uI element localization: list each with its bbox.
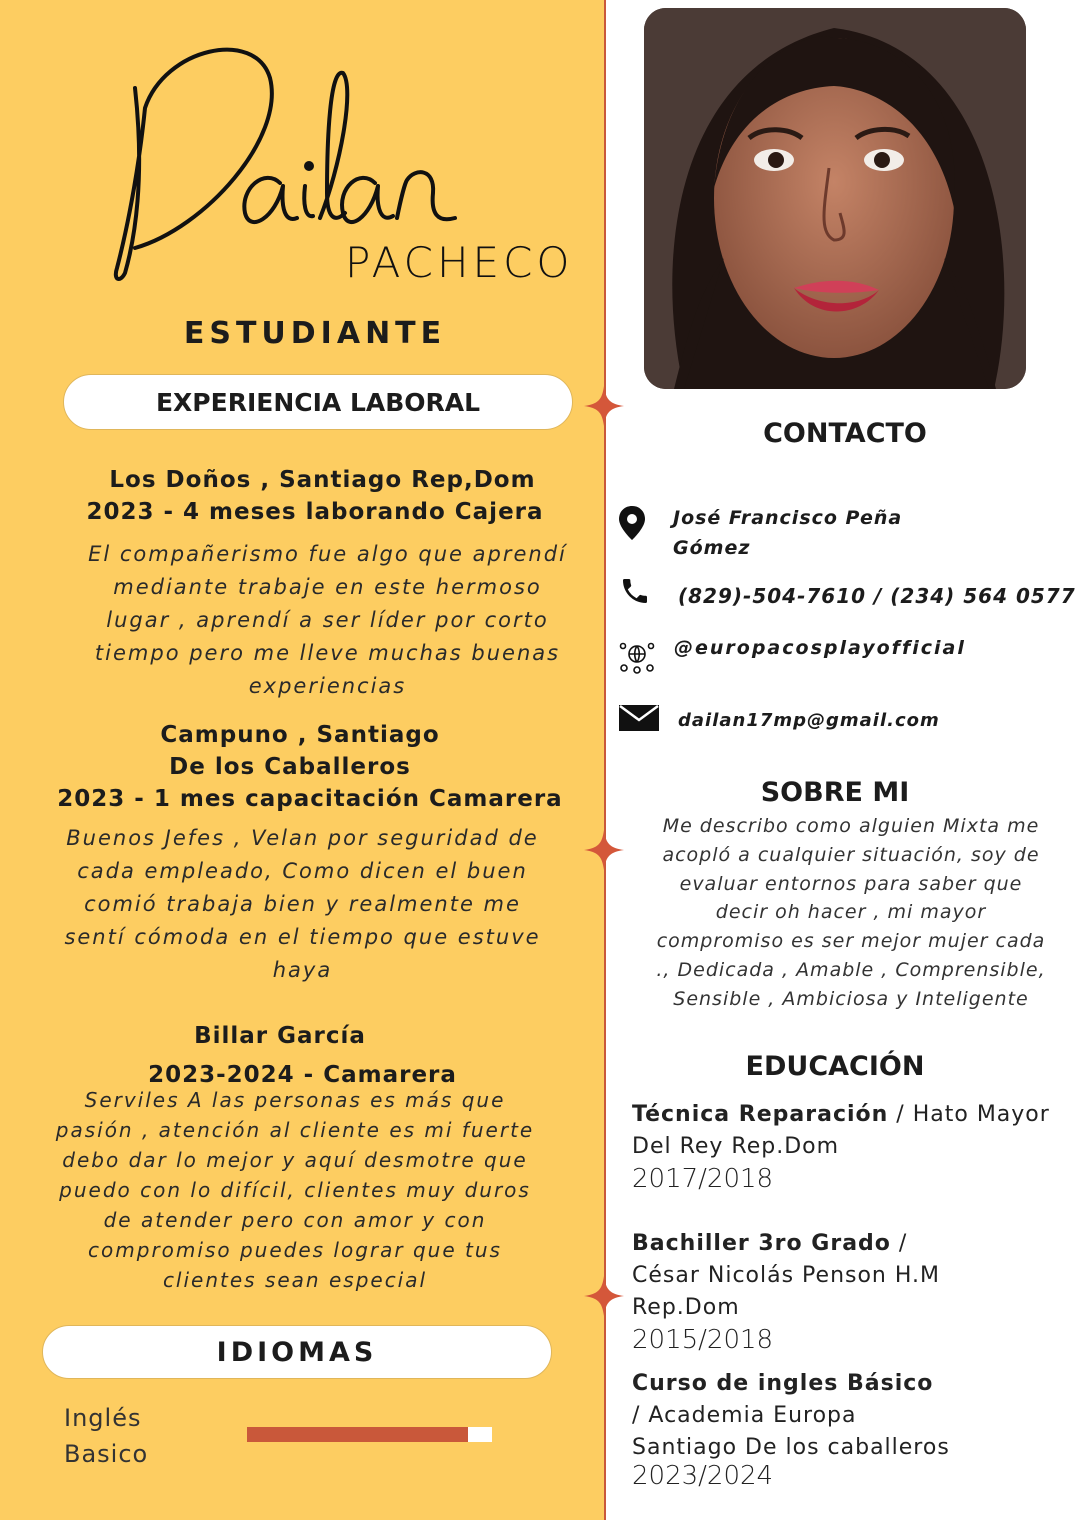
job-1-desc-line: lugar , aprendí a ser líder por corto — [106, 608, 549, 632]
experience-heading-label: EXPERIENCIA LABORAL — [155, 387, 481, 417]
job-3-title-line: Billar García — [194, 1023, 366, 1049]
languages-heading — [42, 1325, 552, 1379]
job-3-desc-line: Serviles A las personas es más que — [84, 1088, 506, 1112]
education-degree: Bachiller 3ro Grado — [632, 1231, 891, 1256]
about-line: decir oh hacer , mi mayor — [715, 901, 987, 924]
language-proficiency-fill — [247, 1427, 468, 1442]
education-years: 2023/2024 — [632, 1461, 774, 1491]
contact-phone: (829)-504-7610 / (234) 564 0577 — [678, 584, 1076, 608]
contact-heading: CONTACTO — [763, 418, 927, 449]
star-sparkle-icon — [584, 830, 624, 870]
job-1-desc-line: El compañerismo fue algo que aprendí — [88, 542, 567, 566]
about-heading: SOBRE MI — [760, 777, 910, 808]
education-degree: Técnica Reparación — [632, 1102, 889, 1127]
job-1-title — [40, 464, 605, 528]
star-sparkle-icon — [584, 1276, 624, 1316]
experience-heading — [63, 374, 573, 430]
job-2-title — [30, 719, 600, 815]
star-sparkle-icon — [584, 386, 624, 426]
location-pin-icon — [619, 506, 645, 540]
education-detail: / Academia Europa — [632, 1403, 857, 1428]
about-line: Sensible , Ambiciosa y Inteligente — [673, 987, 1029, 1010]
profile-photo — [644, 8, 1026, 389]
education-years: 2015/2018 — [632, 1325, 774, 1355]
education-detail: Santiago De los caballeros — [632, 1435, 950, 1460]
education-detail: / — [890, 1231, 908, 1256]
languages-heading-label: IDIOMAS — [216, 1336, 378, 1368]
education-degree: Curso de ingles Básico — [632, 1371, 934, 1396]
job-2-desc-line: cada empleado, Como dicen el buen — [77, 859, 528, 883]
job-2-subtitle-line: 2023 - 1 mes capacitación Camarera — [57, 786, 563, 812]
job-2-desc-line: sentí cómoda en el tiempo que estuve — [64, 925, 541, 949]
education-heading: EDUCACIÓN — [745, 1051, 925, 1082]
language-level: Basico — [64, 1440, 149, 1468]
about-line: evaluar entornos para saber que — [679, 872, 1023, 895]
about-line: acopló a cualquier situación, soy de — [662, 843, 1040, 866]
job-1-desc-line: experiencias — [248, 674, 407, 698]
education-detail: Rep.Dom — [632, 1295, 740, 1320]
education-years: 2017/2018 — [632, 1164, 774, 1194]
language-name: Inglés — [64, 1404, 142, 1432]
job-1-subtitle-line: 2023 - 4 meses laborando Cajera — [86, 499, 544, 525]
job-1-title-line: Los Doños , Santiago Rep,Dom — [109, 467, 536, 493]
address-line: Gómez — [673, 537, 751, 559]
job-3-subtitle-line: 2023-2024 - Camarera — [148, 1062, 457, 1088]
job-2-description — [30, 822, 575, 987]
job-2-desc-line: haya — [272, 958, 333, 982]
education-item — [632, 1228, 1077, 1356]
education-detail: / Hato Mayor — [888, 1102, 1050, 1127]
job-3-desc-line: compromiso puedes lograr que tus — [88, 1238, 502, 1262]
job-3-desc-line: puedo con lo difícil, clientes muy duros — [59, 1178, 531, 1202]
job-3-title — [0, 1020, 560, 1091]
job-2-desc-line: Buenos Jefes , Velan por seguridad de — [66, 826, 539, 850]
about-text — [628, 812, 1074, 1014]
job-2-title-line: Campuno , Santiago — [160, 722, 440, 748]
address-line: José Francisco Peña — [673, 507, 903, 529]
job-1-desc-line: tiempo pero me lleve muchas buenas — [94, 641, 561, 665]
role-title: ESTUDIANTE — [183, 316, 447, 351]
job-1-desc-line: mediante trabaje en este hermoso — [113, 575, 542, 599]
language-item — [64, 1400, 148, 1472]
contact-address — [673, 503, 902, 563]
education-detail: Del Rey Rep.Dom — [632, 1134, 840, 1159]
language-proficiency-bar — [247, 1427, 492, 1442]
job-3-desc-line: clientes sean especial — [162, 1268, 428, 1292]
contact-email: dailan17mp@gmail.com — [678, 710, 940, 731]
portrait-illustration — [644, 8, 1026, 389]
job-3-desc-line: de atender pero con amor y con — [103, 1208, 487, 1232]
job-1-description — [40, 538, 615, 703]
job-3-description — [20, 1085, 570, 1295]
mail-icon — [619, 705, 659, 731]
education-item — [632, 1368, 1077, 1492]
job-3-desc-line: debo dar lo mejor y aquí desmotre que — [62, 1148, 528, 1172]
education-item — [632, 1099, 1077, 1195]
last-name: PACHECO — [345, 238, 574, 287]
job-3-desc-line: pasión , atención al cliente es mi fuerte — [55, 1118, 535, 1142]
job-2-title-line: De los Caballeros — [169, 754, 411, 780]
contact-social: @europacosplayofficial — [674, 637, 966, 659]
job-2-desc-line: comió trabaja bien y realmente me — [84, 892, 521, 916]
about-line: compromiso es ser mejor mujer cada — [656, 930, 1046, 953]
phone-icon — [619, 575, 651, 607]
social-network-icon — [618, 640, 656, 676]
about-line: Me describo como alguien Mixta me — [662, 815, 1040, 837]
education-detail: César Nicolás Penson H.M — [632, 1263, 941, 1288]
about-line: ., Dedicada , Amable , Comprensible, — [656, 958, 1046, 981]
